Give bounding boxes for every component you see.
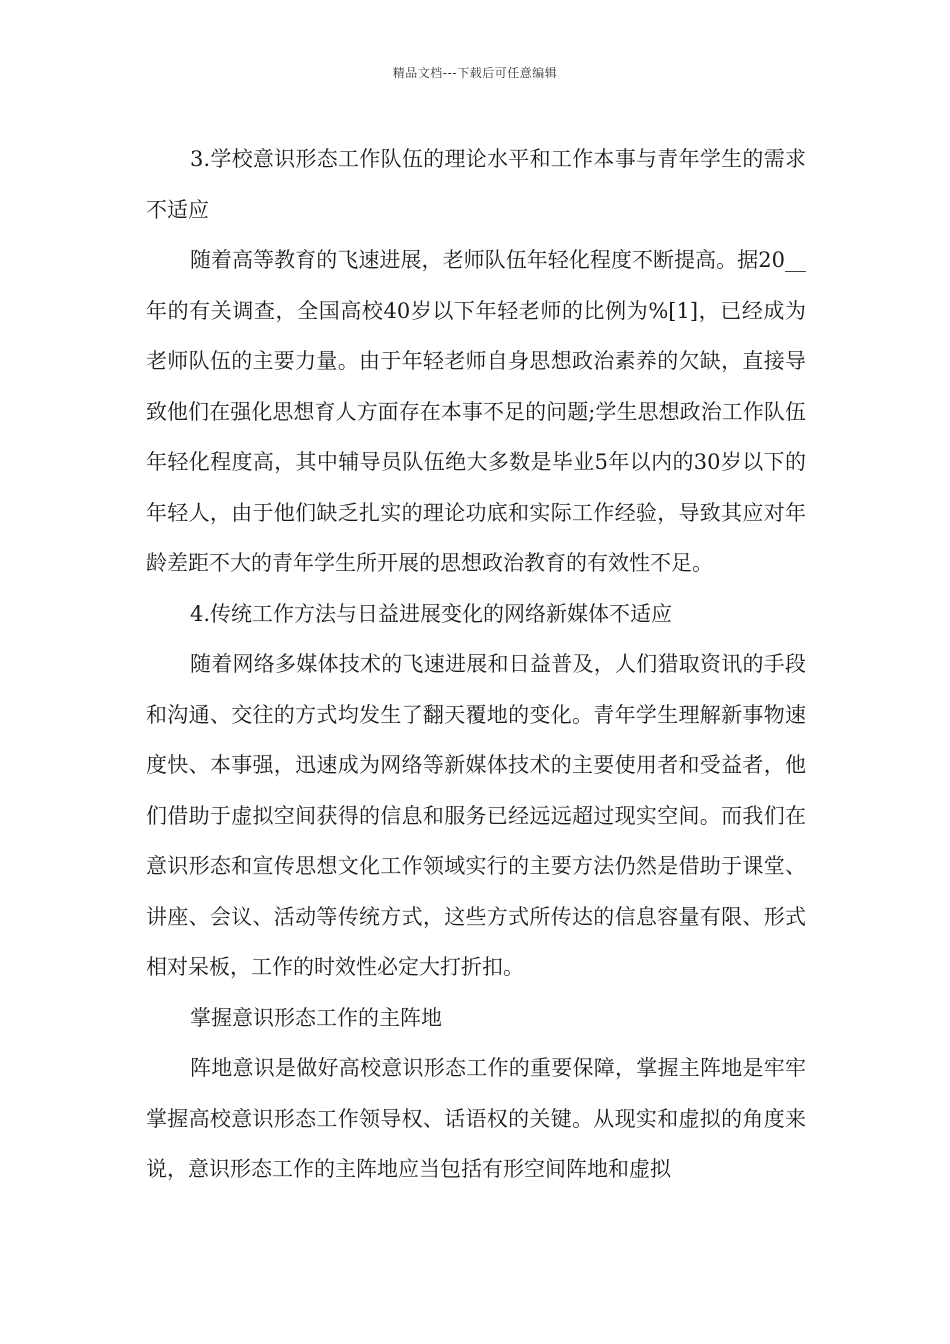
- section-heading: 掌握意识形态工作的主阵地: [190, 1005, 442, 1030]
- document-body: [146, 134, 806, 1195]
- section-heading-3: 3.学校意识形态工作队伍的理论水平和工作本事与青年学生的需求不适应: [146, 147, 806, 222]
- body-paragraph: 随着高等教育的飞速进展，老师队伍年轻化程度不断提高。据20__年的有关调查，全国高校40岁以下年轻老师的比例为%[1]，已经成为老师队伍的主要力量。由于年轻老师自身思想政治素养的欠缺，直接导致他们在强化思想育人方面存在本事不足的问题;学生思想政治工作队伍年轻化程度高，其中辅导员队伍绝大多数是毕业5年以内的30岁以下的年轻人，由于他们缺乏扎实的理论功底和实际工作经验，导致其应对年龄差距不大的青年学生所开展的思想政治教育的有效性不足。: [146, 248, 806, 575]
- body-paragraph: 阵地意识是做好高校意识形态工作的重要保障，掌握主阵地是牢牢掌握高校意识形态工作领导权、话语权的关键。从现实和虚拟的角度来说，意识形态工作的主阵地应当包括有形空间阵地和虚拟: [146, 1056, 806, 1181]
- page-header: 精品文档---下载后可任意编辑: [392, 66, 558, 80]
- section-heading-4: 4.传统工作方法与日益进展变化的网络新媒体不适应: [190, 601, 673, 626]
- body-paragraph: 随着网络多媒体技术的飞速进展和日益普及，人们猎取资讯的手段和沟通、交往的方式均发生了翻天覆地的变化。青年学生理解新事物速度快、本事强，迅速成为网络等新媒体技术的主要使用者和受益者，他们借助于虚拟空间获得的信息和服务已经远远超过现实空间。而我们在意识形态和宣传思想文化工作领域实行的主要方法仍然是借助于课堂、讲座、会议、活动等传统方式，这些方式所传达的信息容量有限、形式相对呆板，工作的时效性必定大打折扣。: [146, 652, 806, 979]
